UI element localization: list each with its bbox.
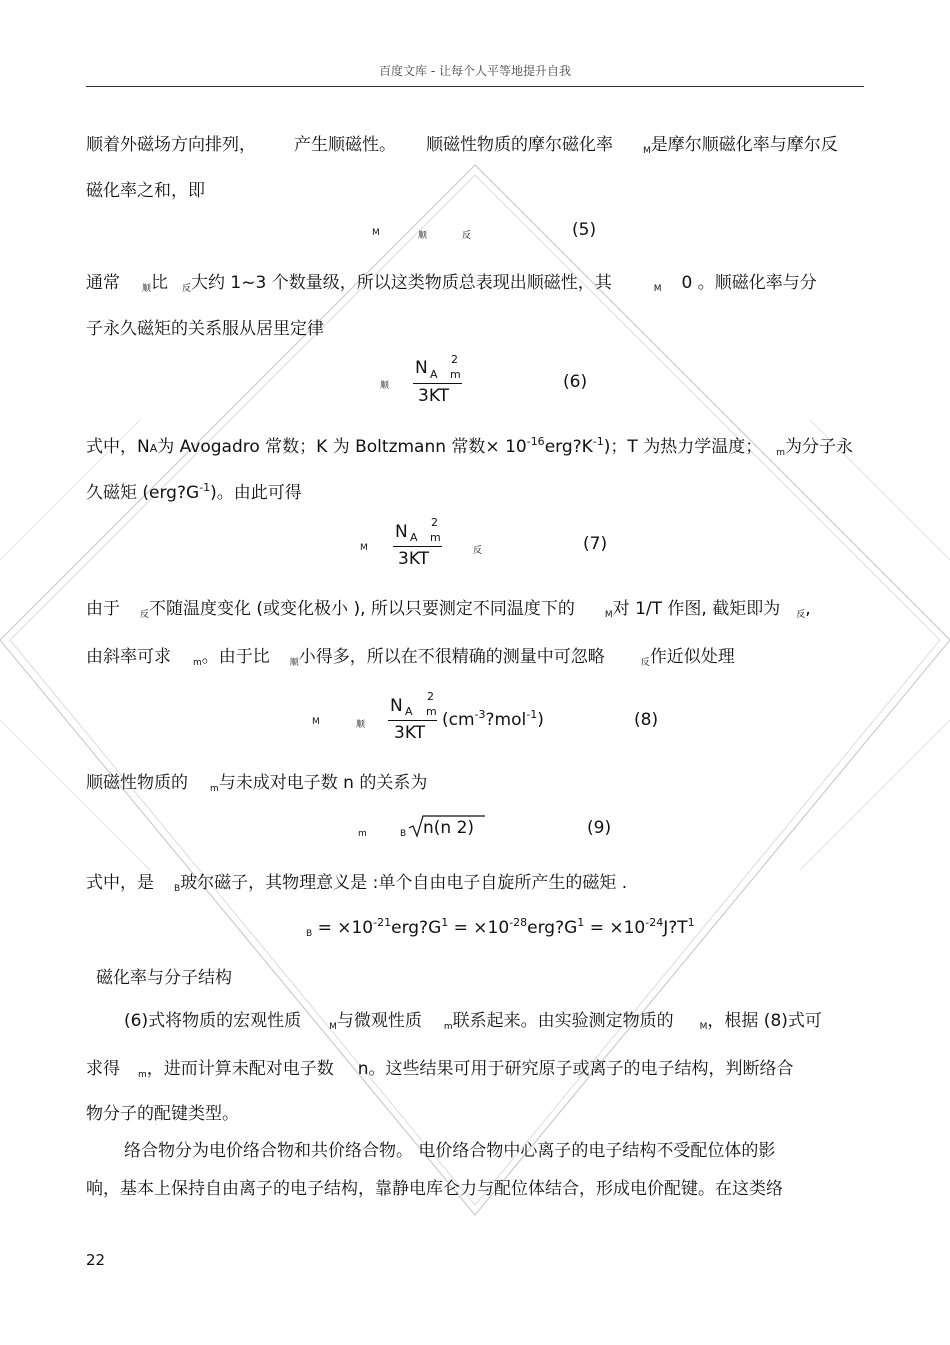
eq7-sub-A: A bbox=[410, 531, 418, 544]
eq7-sup-2: 2 bbox=[431, 516, 438, 529]
eq5-sub-fan: 反 bbox=[462, 231, 472, 241]
text-line-1: 顺着外磁场方向排列， 产生顺磁性。 顺磁性物质的摩尔磁化率 M是摩尔顺磁化率与摩尔反 bbox=[86, 135, 838, 156]
eq6-sub-shun: 顺 bbox=[380, 381, 390, 391]
eq7-fraction-bar bbox=[393, 546, 442, 547]
text-line-7: 由于 反不随温度变化 (或变化极小 ), 所以只要测定不同温度下的 M对 1/T 作图, 截矩即为 反, bbox=[86, 599, 811, 620]
eq6-label: (6) bbox=[563, 372, 588, 392]
text-line-13: 物分子的配键类型。 bbox=[86, 1104, 239, 1124]
eq9-sub-m: m bbox=[358, 829, 367, 839]
eq8-sub-shun: 顺 bbox=[356, 720, 366, 730]
eq8-sup-2: 2 bbox=[427, 690, 434, 703]
eq9-label: (9) bbox=[587, 818, 612, 838]
text-line-10: 式中，是 B玻尔磁子，其物理意义是 :单个自由电子自旋所产生的磁矩 . bbox=[86, 873, 628, 894]
text-line-4: 子永久磁矩的关系服从居里定律 bbox=[86, 319, 324, 339]
eq5-sub-M: M bbox=[372, 228, 380, 238]
eq5-sub-shun: 顺 bbox=[418, 231, 428, 241]
eq7-label: (7) bbox=[583, 534, 608, 554]
text-line-15: 响，基本上保持自由离子的电子结构，靠静电库仑力与配位体结合，形成电价配键。在这类络 bbox=[86, 1179, 783, 1199]
eq7-sub-m: m bbox=[430, 531, 441, 544]
text-line-6: 久磁矩 $(erg?G^{-1})$。由此可得 bbox=[86, 481, 302, 503]
eq7-denominator: 3KT bbox=[398, 549, 430, 569]
text-line-3: 通常 顺比 反大约 1~3 个数量级，所以这类物质总表现出顺磁性，其 M 0 。顺磁化率与分 bbox=[86, 273, 817, 294]
page-header: 百度文库 - 让每个人平等地提升自我 bbox=[379, 64, 571, 78]
text-line-14: 络合物分为电价络合物和共价络合物。 电价络合物中心离子的电子结构不受配位体的影 bbox=[124, 1141, 776, 1161]
text-line-11: (6)式将物质的宏观性质 M与微观性质 m联系起来。由实验测定物质的 M，根据 (8)式可 bbox=[124, 1011, 822, 1032]
eq8-sub-A: A bbox=[405, 705, 413, 718]
eq8-label: (8) bbox=[634, 710, 659, 730]
eq7-numerator: N bbox=[395, 522, 408, 542]
text-line-5: 式中，NA为 Avogadro 常数；K 为 Boltzmann 常数× $10^{-16}erg?K^{-1}$)；T 为热力学温度； m为分子永 bbox=[86, 435, 853, 458]
eq8-fraction-bar bbox=[388, 720, 437, 721]
text-line-9: 顺磁性物质的 m与未成对电子数 n 的关系为 bbox=[86, 773, 428, 794]
text-line-12: 求得 m，进而计算未配对电子数 n。这些结果可用于研究原子或离子的电子结构，判断络合 bbox=[86, 1059, 794, 1080]
eq6-numerator: N bbox=[415, 358, 428, 378]
eq9-sub-B: B bbox=[400, 829, 407, 839]
text-line-8: 由斜率可求 m。由于比 顺小得多，所以在不很精确的测量中可忽略 反作近似处理 bbox=[86, 647, 735, 668]
eq7-sub-M: M bbox=[360, 543, 368, 553]
text-line-2: 磁化率之和，即 bbox=[86, 181, 205, 201]
header-rule bbox=[86, 86, 864, 87]
eq6-sub-m: m bbox=[450, 368, 461, 381]
eq6-fraction-bar bbox=[413, 383, 462, 384]
eq6-sup-2: 2 bbox=[451, 353, 458, 366]
eq9-radicand: n(n 2) bbox=[423, 818, 475, 838]
eq8-numerator: N bbox=[390, 696, 403, 716]
eq5-label: (5) bbox=[572, 220, 597, 240]
eq8-sub-M: M bbox=[312, 717, 320, 727]
eq6-denominator: 3KT bbox=[418, 386, 450, 406]
eq7-sub-fan: 反 bbox=[473, 546, 483, 556]
section-title: 磁化率与分子结构 bbox=[96, 968, 232, 988]
eq8-denominator: 3KT bbox=[394, 723, 426, 743]
eq8-units: $(cm^{-3}?mol^{-1})$ bbox=[442, 708, 544, 730]
eq8-sub-m: m bbox=[426, 705, 437, 718]
page-number: 22 bbox=[86, 1251, 106, 1269]
bohr-magneton-equation: $B = \times 10^{-21}erg?G^1$ = $\times 10^{-28}erg?G^1$ = $\times 10^{-24}J?T^1$ bbox=[306, 916, 695, 939]
eq6-sub-A: A bbox=[430, 368, 438, 381]
